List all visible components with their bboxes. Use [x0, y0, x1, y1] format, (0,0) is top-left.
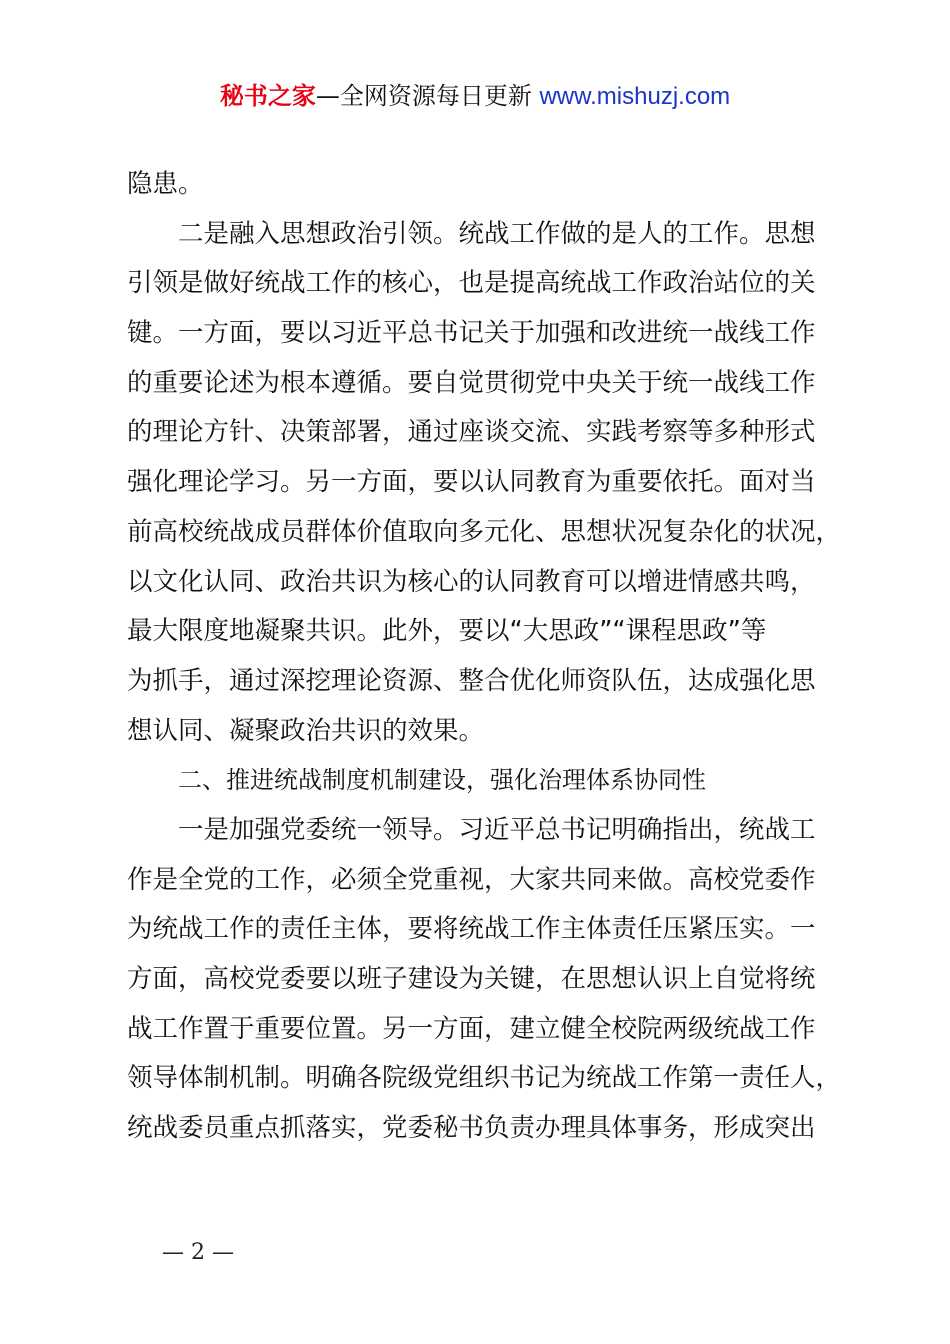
text-line: 引领是做好统战工作的核心，也是提高统战工作政治站位的关	[127, 268, 816, 299]
text-line: 强化理论学习。另一方面，要以认同教育为重要依托。面对当	[127, 467, 816, 498]
text-line: 作是全党的工作，必须全党重视，大家共同来做。高校党委作	[127, 864, 816, 895]
page-number: — 2 —	[162, 1240, 234, 1265]
text-line: 方面，高校党委要以班子建设为关键，在思想认识上自觉将统	[127, 964, 816, 994]
text-line: 想认同、凝聚政治共识的效果。	[127, 715, 485, 746]
section-heading: 二、推进统战制度机制建设，强化治理体系协同性	[178, 766, 706, 795]
site-url-link[interactable]: www.mishuzj.com	[539, 83, 731, 110]
site-header	[0, 80, 950, 113]
text-line: 隐患。	[127, 169, 204, 199]
brand-name: 秘书之家	[219, 82, 316, 110]
text-line: 为统战工作的责任主体，要将统战工作主体责任压紧压实。一	[127, 914, 816, 945]
header-tagline: —全网资源每日更新	[315, 82, 540, 110]
text-line: 领导体制机制。明确各院级党组织书记为统战工作第一责任人，	[127, 1063, 842, 1094]
paragraph-start: 一是加强党委统一领导。习近平总书记明确指出，统战工	[178, 814, 816, 845]
text-line: 前高校统战成员群体价值取向多元化、思想状况复杂化的状况，	[127, 516, 842, 547]
text-line: 的重要论述为根本遵循。要自觉贯彻党中央关于统一战线工作	[127, 367, 816, 398]
text-line: 最大限度地凝聚共识。此外，要以“大思政”“课程思政”等	[127, 616, 767, 647]
paragraph-start: 二是融入思想政治引领。统战工作做的是人的工作。思想	[178, 218, 816, 249]
document-body	[127, 160, 842, 1154]
text-line: 为抓手，通过深挖理论资源、整合优化师资队伍，达成强化思	[127, 665, 816, 696]
text-line: 以文化认同、政治共识为核心的认同教育可以增进情感共鸣，	[127, 566, 816, 597]
text-line: 战工作置于重要位置。另一方面，建立健全校院两级统战工作	[127, 1013, 816, 1044]
text-line: 键。一方面，要以习近平总书记关于加强和改进统一战线工作	[127, 318, 816, 349]
text-line: 的理论方针、决策部署，通过座谈交流、实践考察等多种形式	[127, 417, 816, 448]
text-line: 统战委员重点抓落实，党委秘书负责办理具体事务，形成突出	[127, 1113, 816, 1144]
